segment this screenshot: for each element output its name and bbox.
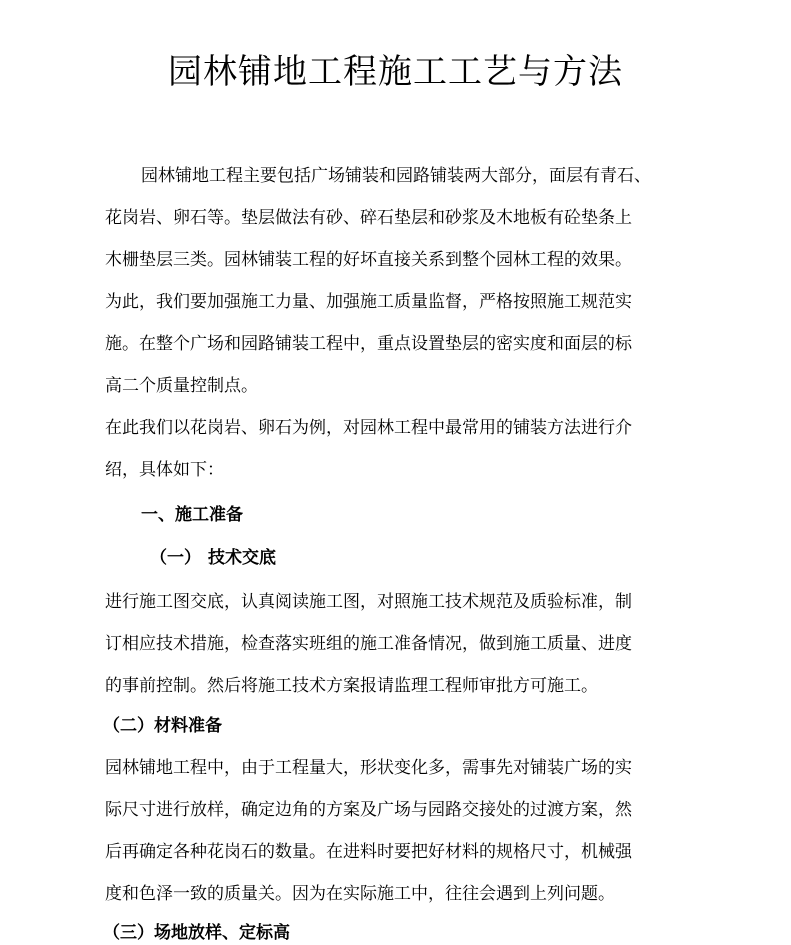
technical-briefing-line: 的事前控制。然后将施工技术方案报请监理工程师审批方可施工。 — [105, 676, 598, 696]
material-preparation-line: 度和色泽一致的质量关。因为在实际施工中，往往会遇到上列问题。 — [105, 884, 615, 904]
section-heading-preparation: 一、施工准备 — [141, 505, 243, 525]
material-preparation-line: 后再确定各种花岗石的数量。在进料时要把好材料的规格尺寸，机械强 — [105, 842, 632, 862]
subsection-heading-material-preparation: （二）材料准备 — [103, 716, 222, 736]
intro-paragraph-line: 施。在整个广场和园路铺装工程中，重点设置垫层的密实度和面层的标 — [105, 334, 632, 354]
technical-briefing-line: 订相应技术措施，检查落实班组的施工准备情况，做到施工质量、进度 — [105, 634, 632, 654]
example-paragraph-line: 绍，具体如下： — [105, 460, 224, 480]
technical-briefing-line: 进行施工图交底，认真阅读施工图，对照施工技术规范及质验标准，制 — [105, 592, 632, 612]
intro-paragraph-line: 为此，我们要加强施工力量、加强施工质量监督，严格按照施工规范实 — [105, 292, 632, 312]
example-paragraph-line: 在此我们以花岗岩、卵石为例，对园林工程中最常用的铺装方法进行介 — [105, 418, 632, 438]
intro-paragraph-line: 高二个质量控制点。 — [105, 376, 258, 396]
material-preparation-line: 园林铺地工程中，由于工程量大，形状变化多，需事先对铺装广场的实 — [105, 758, 632, 778]
subsection-heading-technical-briefing — [150, 546, 276, 570]
material-preparation-line: 际尺寸进行放样，确定边角的方案及广场与园路交接处的过渡方案，然 — [105, 800, 632, 820]
subsection-number: （一） — [150, 548, 201, 568]
intro-paragraph-line: 木栅垫层三类。园林铺装工程的好坏直接关系到整个园林工程的效果。 — [105, 250, 632, 270]
subsection-heading-site-layout: （三）场地放样、定标高 — [103, 923, 290, 943]
intro-paragraph-line: 花岗岩、卵石等。垫层做法有砂、碎石垫层和砂浆及木地板有砼垫条上 — [105, 208, 632, 228]
subsection-title: 技术交底 — [208, 548, 276, 568]
document-title: 园林铺地工程施工工艺与方法 — [168, 52, 623, 92]
intro-paragraph-line: 园林铺地工程主要包括广场铺装和园路铺装两大部分，面层有青石、 — [141, 166, 651, 186]
